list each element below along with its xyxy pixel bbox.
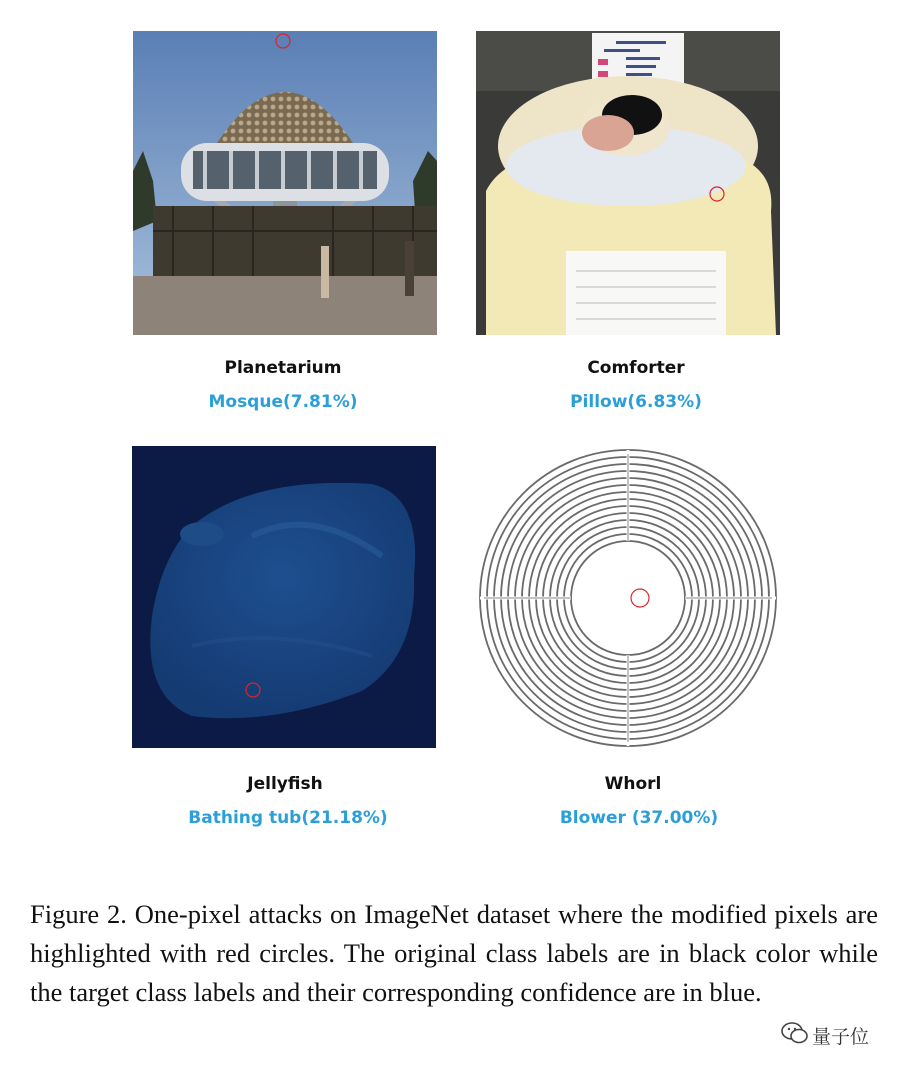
label-target-comforter: Pillow(6.83%) <box>570 392 702 412</box>
image-whorl <box>476 446 780 750</box>
label-original-planetarium: Planetarium <box>224 358 342 378</box>
image-comforter <box>476 31 780 335</box>
label-original-comforter: Comforter <box>587 358 685 378</box>
figure-caption: Figure 2. One-pixel attacks on ImageNet dataset where the modified pixels are highlighted with red circles. The original class labels are in black color while the target class labels and their corresponding confidence are in blue. <box>30 899 878 1007</box>
image-planetarium <box>133 31 437 335</box>
label-target-planetarium: Mosque(7.81%) <box>208 392 358 412</box>
watermark-text: 量子位 <box>812 1026 870 1048</box>
label-original-jellyfish: Jellyfish <box>247 774 323 794</box>
label-target-jellyfish: Bathing tub(21.18%) <box>188 808 388 828</box>
wechat-logo-icon <box>780 1018 810 1048</box>
label-original-whorl: Whorl <box>604 774 662 794</box>
image-jellyfish <box>132 446 436 748</box>
label-target-whorl: Blower (37.00%) <box>559 808 719 828</box>
